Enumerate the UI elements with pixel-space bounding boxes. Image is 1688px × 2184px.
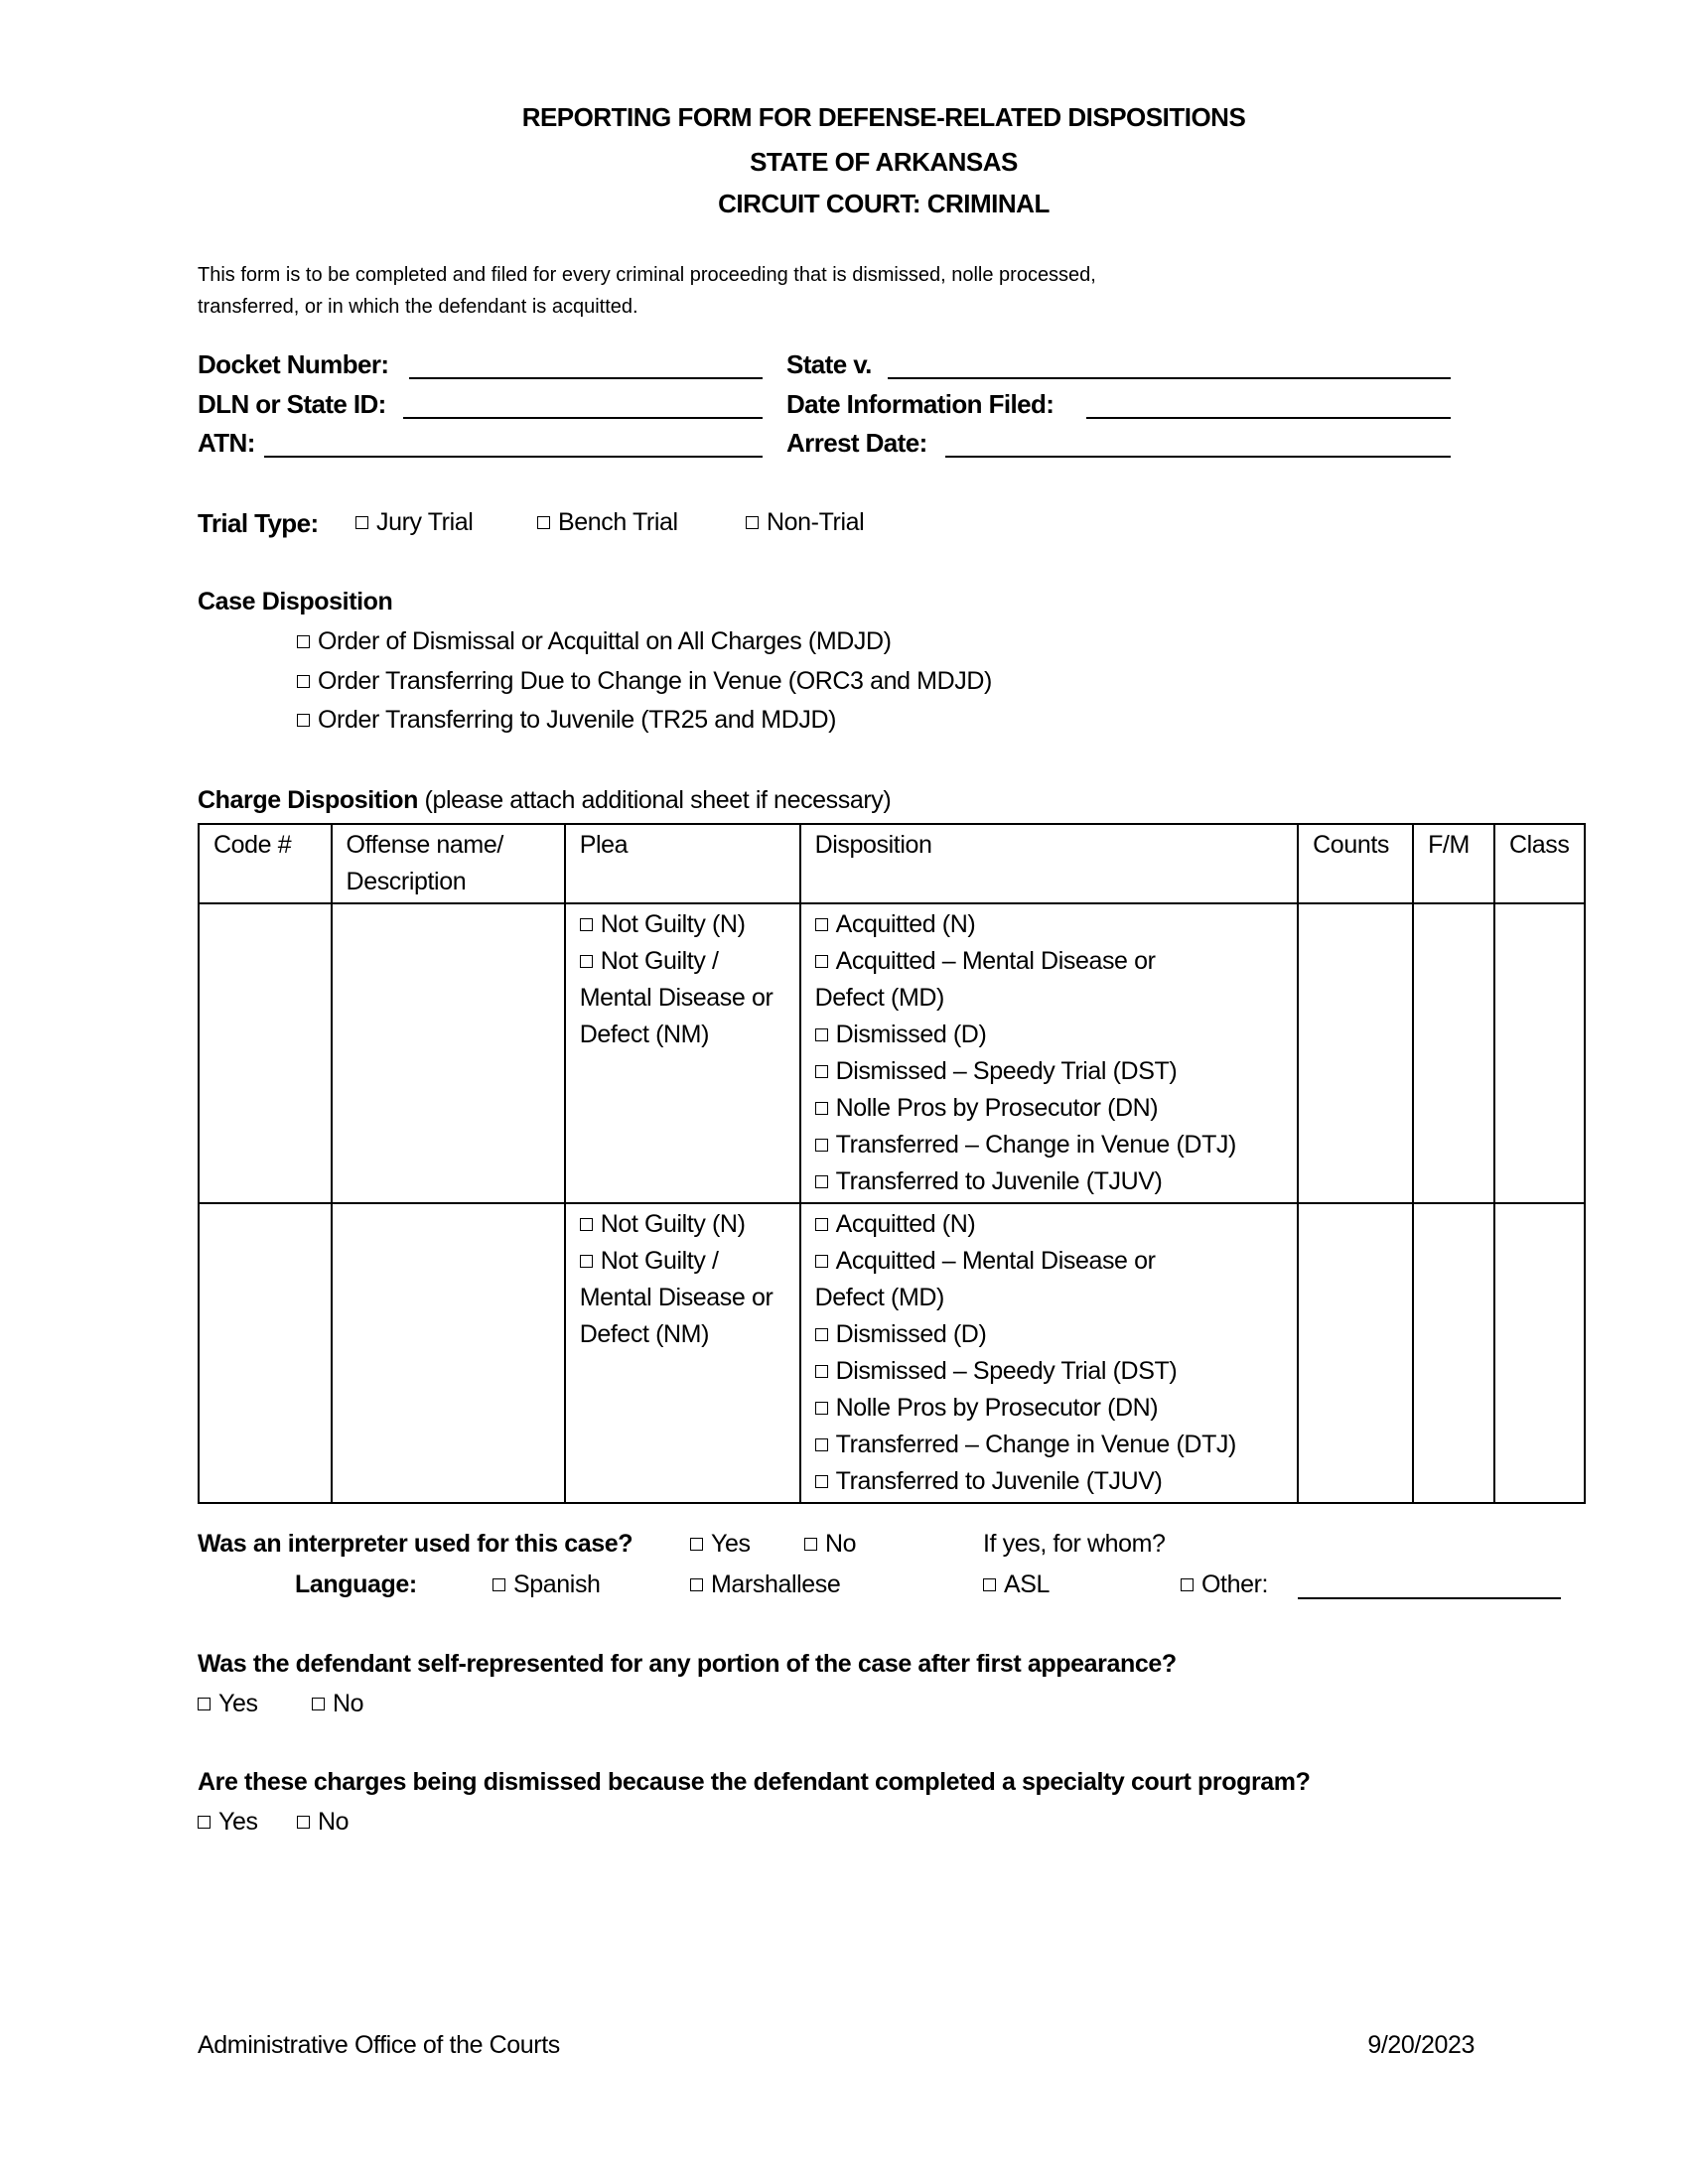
- class-cell[interactable]: [1494, 1203, 1585, 1503]
- checkbox-icon: [198, 1698, 211, 1710]
- specialty-yes-checkbox[interactable]: [198, 1808, 258, 1837]
- checkbox-icon: [815, 1438, 828, 1451]
- arrest-date-input[interactable]: [945, 456, 1451, 458]
- option-label: Dismissed (D): [835, 1320, 987, 1348]
- disposition-option[interactable]: [815, 1390, 1284, 1427]
- trial-non-trial-checkbox[interactable]: [746, 508, 864, 537]
- language-spanish-checkbox[interactable]: [492, 1570, 601, 1599]
- checkbox-icon: [983, 1578, 996, 1591]
- self-rep-question: Was the defendant self-represented for any portion of the case after first appearance?: [198, 1650, 1177, 1678]
- checkbox-icon: [815, 1218, 828, 1231]
- col-class: Class: [1494, 824, 1585, 903]
- atn-label: ATN:: [198, 428, 255, 458]
- col-offense: Offense name/ Description: [332, 824, 565, 903]
- language-marshallese-checkbox[interactable]: [690, 1570, 840, 1599]
- option-label: Bench Trial: [558, 508, 678, 536]
- trial-jury-checkbox[interactable]: [355, 508, 473, 537]
- option-label: Dismissed (D): [835, 1021, 987, 1048]
- plea-option[interactable]: [580, 1206, 785, 1243]
- option-label: Not Guilty / Mental Disease or Defect (NM): [579, 1247, 774, 1348]
- counts-cell[interactable]: [1298, 903, 1413, 1203]
- checkbox-icon: [815, 1065, 828, 1078]
- intro-line-1: This form is to be completed and filed for every criminal proceeding that is dismissed, nolle processed,: [198, 264, 1096, 286]
- checkbox-icon: [580, 1218, 593, 1231]
- disposition-option[interactable]: [815, 1163, 1284, 1200]
- option-label: Order Transferring Due to Change in Venue (ORC3 and MDJD): [318, 667, 992, 695]
- checkbox-icon: [815, 1402, 828, 1415]
- disposition-option[interactable]: [815, 1243, 1173, 1316]
- col-counts: Counts: [1298, 824, 1413, 903]
- disposition-option[interactable]: [815, 1090, 1284, 1127]
- checkbox-icon: [312, 1698, 325, 1710]
- option-label: Other:: [1201, 1570, 1269, 1598]
- checkbox-icon: [815, 955, 828, 968]
- form-title: REPORTING FORM FOR DEFENSE-RELATED DISPOSITIONS: [521, 102, 1246, 132]
- option-label: Yes: [218, 1808, 258, 1836]
- charge-disposition-note: (please attach additional sheet if necessary): [424, 786, 892, 814]
- option-label: Acquitted (N): [835, 910, 976, 938]
- case-disposition-label: Case Disposition: [198, 588, 393, 615]
- case-disposition-option[interactable]: [297, 706, 836, 735]
- checkbox-icon: [537, 516, 550, 529]
- charge-disposition-heading: [198, 786, 891, 815]
- trial-type-label: Trial Type:: [198, 508, 319, 538]
- option-label: Dismissed – Speedy Trial (DST): [835, 1357, 1178, 1385]
- option-label: Jury Trial: [376, 508, 474, 536]
- option-label: Yes: [711, 1530, 751, 1558]
- specialty-question: Are these charges being dismissed because the defendant completed a specialty court program?: [198, 1768, 1311, 1796]
- footer-office: Administrative Office of the Courts: [198, 2031, 560, 2059]
- self-rep-no-checkbox[interactable]: [312, 1690, 363, 1718]
- checkbox-icon: [690, 1578, 703, 1591]
- dln-label: DLN or State ID:: [198, 389, 386, 419]
- language-other-checkbox[interactable]: [1181, 1570, 1268, 1599]
- plea-cell: [565, 1203, 800, 1503]
- option-label: Marshallese: [711, 1570, 841, 1598]
- plea-option[interactable]: [580, 943, 778, 1053]
- option-label: No: [333, 1690, 364, 1717]
- language-asl-checkbox[interactable]: [983, 1570, 1050, 1599]
- trial-bench-checkbox[interactable]: [537, 508, 678, 537]
- disposition-option[interactable]: [815, 1427, 1284, 1463]
- disposition-option[interactable]: [815, 906, 1284, 943]
- case-disposition-option[interactable]: [297, 667, 992, 696]
- plea-option[interactable]: [580, 906, 785, 943]
- disposition-option[interactable]: [815, 943, 1173, 1017]
- plea-option[interactable]: [580, 1243, 778, 1353]
- disposition-option[interactable]: [815, 1353, 1284, 1390]
- option-label: Not Guilty (N): [600, 1210, 746, 1238]
- col-disposition: Disposition: [800, 824, 1299, 903]
- docket-input[interactable]: [409, 377, 763, 379]
- option-label: No: [318, 1808, 350, 1836]
- language-label: Language:: [295, 1570, 417, 1598]
- interpreter-no-checkbox[interactable]: [804, 1530, 856, 1559]
- checkbox-icon: [297, 1816, 310, 1829]
- checkbox-icon: [355, 516, 368, 529]
- option-label: Nolle Pros by Prosecutor (DN): [835, 1094, 1159, 1122]
- option-label: Acquitted – Mental Disease or Defect (MD): [814, 947, 1156, 1012]
- plea-cell: [565, 903, 800, 1203]
- intro-line-2: transferred, or in which the defendant is acquitted.: [198, 296, 638, 318]
- option-label: Acquitted (N): [835, 1210, 976, 1238]
- interpreter-yes-checkbox[interactable]: [690, 1530, 751, 1559]
- checkbox-icon: [198, 1816, 211, 1829]
- checkbox-icon: [746, 516, 759, 529]
- option-label: Acquitted – Mental Disease or Defect (MD): [814, 1247, 1156, 1311]
- code-cell[interactable]: [199, 903, 332, 1203]
- atn-input[interactable]: [264, 456, 763, 458]
- offense-cell[interactable]: [332, 1203, 565, 1503]
- date-filed-input[interactable]: [1086, 417, 1451, 419]
- option-label: Transferred to Juvenile (TJUV): [835, 1467, 1163, 1495]
- fm-cell[interactable]: [1413, 1203, 1494, 1503]
- interpreter-question: Was an interpreter used for this case?: [198, 1530, 633, 1558]
- option-label: Order of Dismissal or Acquittal on All Charges (MDJD): [318, 627, 892, 655]
- checkbox-icon: [580, 955, 593, 968]
- checkbox-icon: [297, 714, 310, 727]
- checkbox-icon: [580, 918, 593, 931]
- charge-table: [198, 823, 1586, 1504]
- checkbox-icon: [815, 1028, 828, 1041]
- self-rep-yes-checkbox[interactable]: [198, 1690, 258, 1718]
- option-label: Dismissed – Speedy Trial (DST): [835, 1057, 1178, 1085]
- disposition-cell: [800, 903, 1299, 1203]
- checkbox-icon: [690, 1538, 703, 1551]
- checkbox-icon: [815, 1102, 828, 1115]
- checkbox-icon: [815, 1365, 828, 1378]
- checkbox-icon: [580, 1255, 593, 1268]
- state-v-label: State v.: [786, 349, 872, 379]
- checkbox-icon: [815, 1328, 828, 1341]
- code-cell[interactable]: [199, 1203, 332, 1503]
- table-row: [199, 1203, 1585, 1503]
- checkbox-icon: [297, 675, 310, 688]
- offense-cell[interactable]: [332, 903, 565, 1203]
- docket-label: Docket Number:: [198, 349, 389, 379]
- checkbox-icon: [815, 1175, 828, 1188]
- checkbox-icon: [815, 918, 828, 931]
- disposition-option[interactable]: [815, 1206, 1284, 1243]
- option-label: Transferred – Change in Venue (DTJ): [835, 1131, 1236, 1159]
- checkbox-icon: [1181, 1578, 1194, 1591]
- col-fm: F/M: [1413, 824, 1494, 903]
- option-label: Transferred – Change in Venue (DTJ): [835, 1431, 1236, 1458]
- option-label: Non-Trial: [767, 508, 865, 536]
- option-label: Not Guilty (N): [600, 910, 746, 938]
- form-state: STATE OF ARKANSAS: [750, 147, 1018, 177]
- checkbox-icon: [815, 1475, 828, 1488]
- case-disposition-option[interactable]: [297, 627, 892, 656]
- option-label: Spanish: [513, 1570, 601, 1598]
- option-label: Nolle Pros by Prosecutor (DN): [835, 1394, 1159, 1422]
- option-label: Transferred to Juvenile (TJUV): [835, 1167, 1163, 1195]
- charge-disposition-label: Charge Disposition: [198, 786, 418, 814]
- footer-date: 9/20/2023: [1367, 2031, 1475, 2059]
- checkbox-icon: [815, 1255, 828, 1268]
- specialty-no-checkbox[interactable]: [297, 1808, 349, 1837]
- counts-cell[interactable]: [1298, 1203, 1413, 1503]
- disposition-option[interactable]: [815, 1053, 1284, 1090]
- state-v-input[interactable]: [888, 377, 1451, 379]
- checkbox-icon: [804, 1538, 817, 1551]
- checkbox-icon: [297, 635, 310, 648]
- date-filed-label: Date Information Filed:: [786, 389, 1055, 419]
- dln-input[interactable]: [403, 417, 763, 419]
- table-row: [199, 903, 1585, 1203]
- form-court: CIRCUIT COURT: CRIMINAL: [718, 189, 1050, 218]
- disposition-option[interactable]: [815, 1316, 1284, 1353]
- checkbox-icon: [492, 1578, 505, 1591]
- language-other-input[interactable]: [1298, 1597, 1561, 1599]
- checkbox-icon: [815, 1139, 828, 1152]
- col-code: Code #: [199, 824, 332, 903]
- class-cell[interactable]: [1494, 903, 1585, 1203]
- disposition-option[interactable]: [815, 1463, 1284, 1500]
- for-whom-label: If yes, for whom?: [983, 1530, 1166, 1558]
- option-label: Order Transferring to Juvenile (TR25 and MDJD): [318, 706, 837, 734]
- option-label: ASL: [1004, 1570, 1051, 1598]
- option-label: Yes: [218, 1690, 258, 1717]
- option-label: Not Guilty / Mental Disease or Defect (NM): [579, 947, 774, 1048]
- fm-cell[interactable]: [1413, 903, 1494, 1203]
- disposition-option[interactable]: [815, 1017, 1284, 1053]
- disposition-option[interactable]: [815, 1127, 1284, 1163]
- arrest-date-label: Arrest Date:: [786, 428, 927, 458]
- disposition-cell: [800, 1203, 1299, 1503]
- col-plea: Plea: [565, 824, 800, 903]
- option-label: No: [825, 1530, 857, 1558]
